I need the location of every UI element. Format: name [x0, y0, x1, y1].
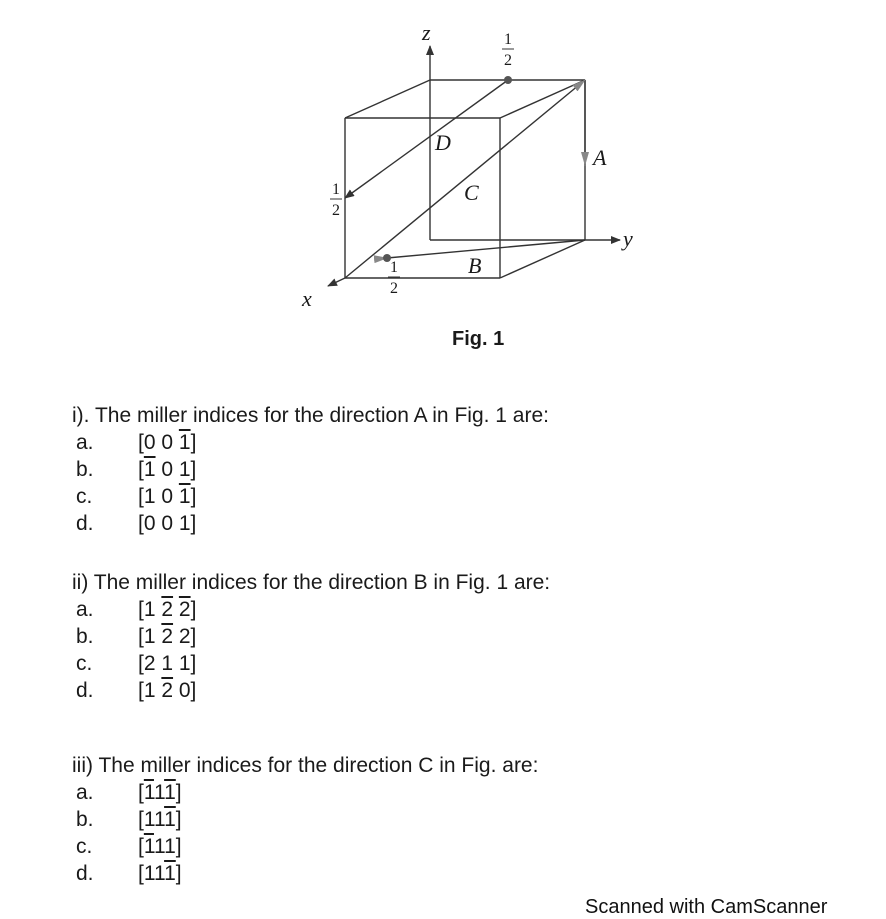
index-part: ]	[175, 808, 182, 831]
index-digit-negative: 1	[143, 781, 154, 804]
direction-c-label: C	[464, 180, 479, 205]
svg-text:1: 1	[504, 31, 512, 48]
question-text: ii) The miller indices for the direction B in Fig. 1 are:	[72, 571, 551, 594]
index-part: 2]	[173, 625, 197, 648]
option-item	[72, 833, 538, 860]
option-letter: c.	[76, 485, 93, 508]
index-part: ]	[190, 431, 197, 454]
option-item	[72, 677, 550, 704]
question-text: iii) The miller indices for the direction C in Fig. are:	[72, 754, 539, 777]
option-letter: a.	[76, 431, 94, 454]
miller-index	[138, 485, 196, 508]
index-digit-negative: 1	[178, 485, 191, 508]
fraction-top	[502, 31, 514, 69]
option-item	[72, 650, 550, 677]
direction-b	[387, 240, 585, 258]
svg-text:2: 2	[504, 52, 512, 69]
option-letter: a.	[76, 598, 94, 621]
svg-text:1: 1	[390, 259, 398, 276]
x-axis	[328, 278, 345, 286]
svg-text:2: 2	[332, 202, 340, 219]
index-part: [11	[138, 862, 165, 885]
option-item	[72, 510, 549, 537]
figure-caption: Fig. 1	[452, 328, 505, 350]
option-list	[72, 779, 538, 887]
option-letter: c.	[76, 835, 93, 858]
index-part: [2 1 1]	[138, 652, 197, 675]
option-letter: a.	[76, 781, 94, 804]
unit-cube-figure	[290, 10, 650, 310]
index-part: [11	[138, 808, 165, 831]
index-part: 11]	[153, 835, 182, 858]
direction-d-label: D	[435, 130, 451, 155]
option-item	[72, 456, 549, 483]
question-3	[72, 752, 538, 887]
miller-index	[138, 431, 196, 454]
question-2	[72, 569, 550, 704]
index-digit-negative: 1	[143, 458, 156, 481]
index-part: [1	[138, 679, 162, 702]
index-digit-negative: 1	[143, 835, 154, 858]
option-item	[72, 596, 550, 623]
x-axis-label: x	[302, 286, 312, 310]
index-part: ]	[190, 598, 197, 621]
index-part: ]	[175, 862, 182, 885]
direction-c	[345, 80, 585, 278]
index-part: 1	[153, 781, 165, 804]
index-part: [1	[138, 625, 162, 648]
index-digit-negative: 2	[178, 598, 191, 621]
index-part: [	[138, 458, 144, 481]
index-digit-negative: 1	[164, 808, 176, 831]
option-item	[72, 779, 538, 806]
index-part: ]	[175, 781, 182, 804]
index-digit-negative: 1	[178, 431, 191, 454]
miller-index	[138, 808, 182, 831]
fraction-left	[330, 181, 342, 219]
index-digit-negative: 1	[164, 781, 176, 804]
miller-index	[138, 781, 182, 804]
svg-text:1: 1	[332, 181, 340, 198]
index-part: [	[138, 781, 144, 804]
index-part: 0 1]	[155, 458, 197, 481]
option-list	[72, 596, 550, 704]
index-part: ]	[190, 485, 197, 508]
miller-index	[138, 512, 196, 535]
y-axis-label: y	[623, 226, 633, 251]
option-item	[72, 483, 549, 510]
option-letter: b.	[76, 808, 94, 831]
directions	[345, 80, 585, 278]
index-part: [0 0	[138, 431, 179, 454]
option-item	[72, 623, 550, 650]
option-letter: c.	[76, 652, 93, 675]
option-letter: b.	[76, 458, 94, 481]
option-item	[72, 429, 549, 456]
index-digit-negative: 1	[164, 862, 176, 885]
index-part: [0 0 1]	[138, 512, 197, 535]
miller-index	[138, 652, 196, 675]
direction-b-label: B	[468, 253, 482, 278]
svg-text:2: 2	[390, 280, 398, 297]
index-digit-negative: 2	[161, 679, 174, 702]
miller-index	[138, 835, 182, 858]
option-list	[72, 429, 549, 537]
option-letter: d.	[76, 512, 94, 535]
z-axis-label: z	[422, 20, 431, 45]
index-digit-negative: 2	[161, 625, 174, 648]
index-part: 0]	[173, 679, 197, 702]
miller-index	[138, 458, 196, 481]
index-part: [	[138, 835, 144, 858]
question-1	[72, 402, 549, 537]
scanner-watermark: Scanned with CamScanner	[585, 896, 828, 918]
question-text: i). The miller indices for the direction A in Fig. 1 are:	[72, 404, 549, 427]
index-part: [1 0	[138, 485, 179, 508]
direction-d	[345, 80, 508, 198]
miller-index	[138, 625, 196, 648]
option-item	[72, 806, 538, 833]
option-letter: d.	[76, 862, 94, 885]
option-letter: b.	[76, 625, 94, 648]
option-letter: d.	[76, 679, 94, 702]
direction-a-label: A	[593, 145, 607, 170]
point-d-start	[504, 76, 512, 84]
miller-index	[138, 862, 182, 885]
miller-index	[138, 679, 196, 702]
index-digit-negative: 2	[161, 598, 174, 621]
option-item	[72, 860, 538, 887]
miller-index	[138, 598, 196, 621]
index-part: [1	[138, 598, 162, 621]
